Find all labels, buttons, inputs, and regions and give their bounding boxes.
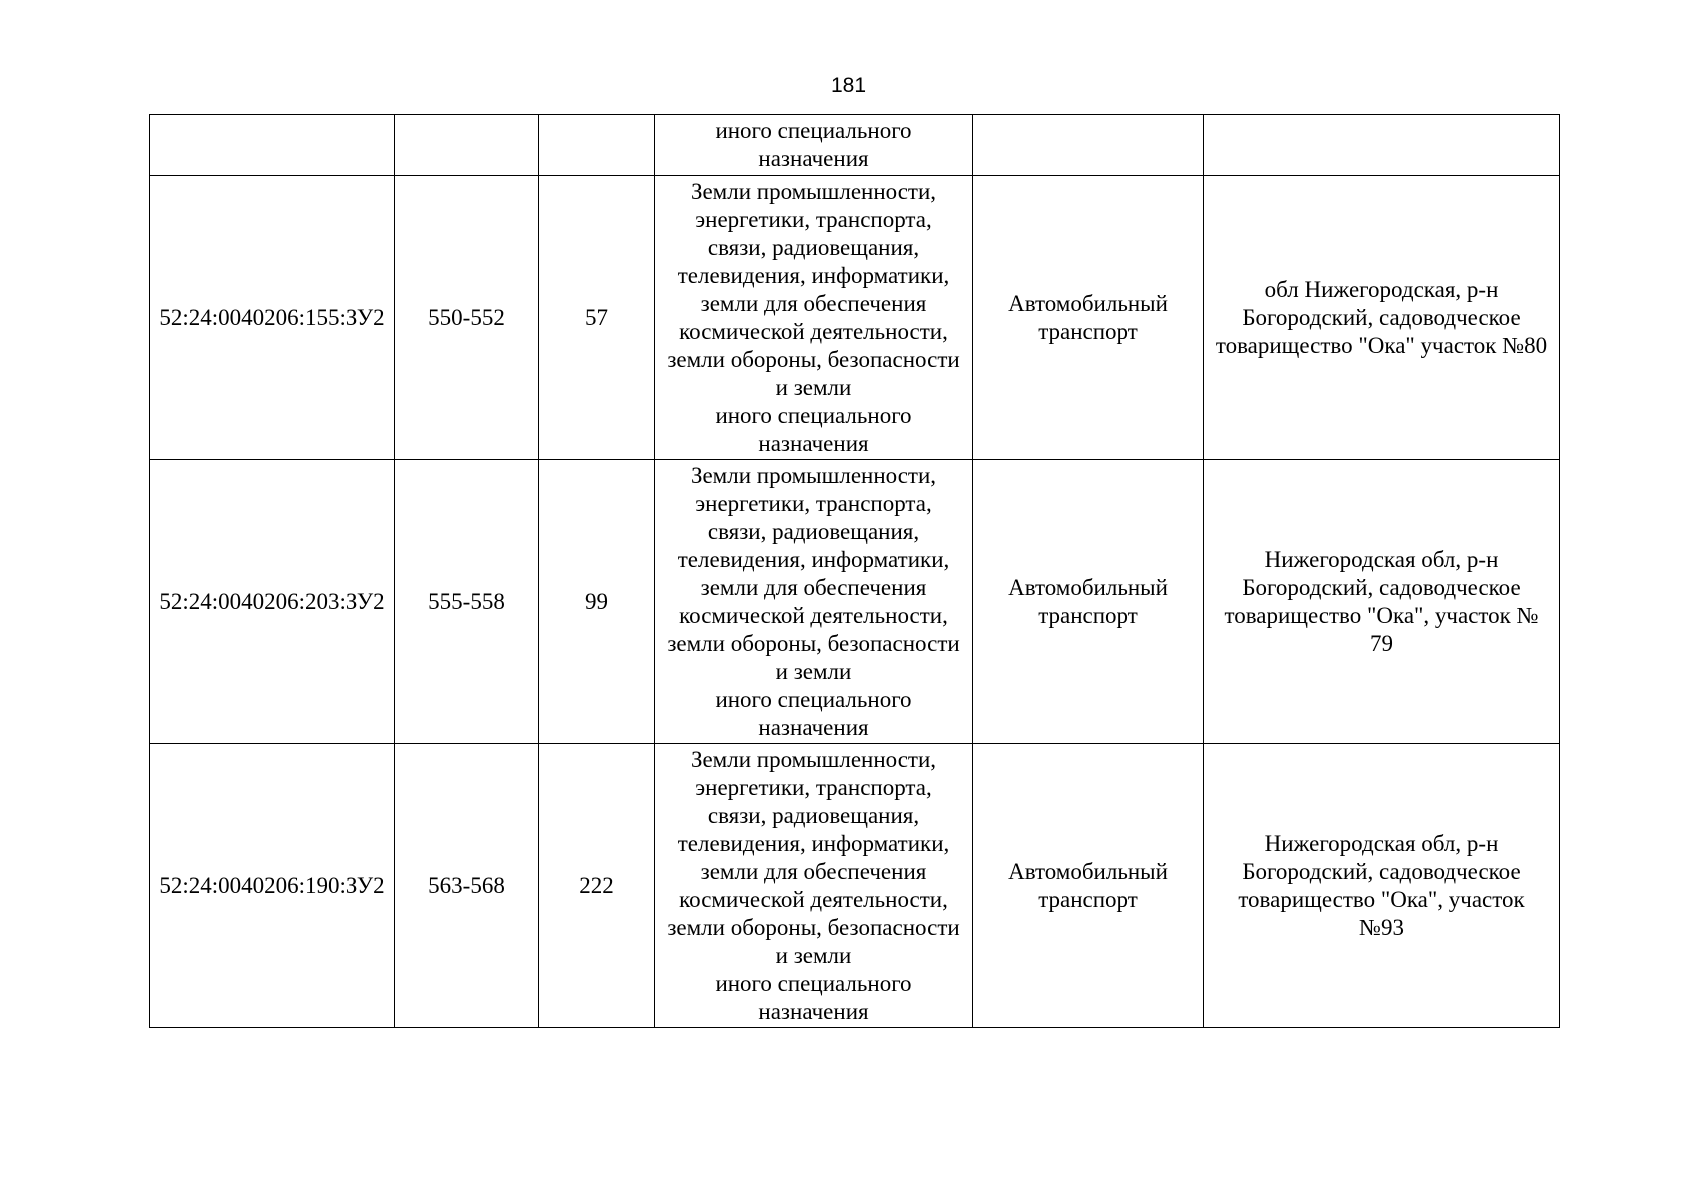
land-plots-table — [149, 114, 1560, 1028]
address-cell: Нижегородская обл, р-н Богородский, садоводческое товарищество "Ока", участок №93 — [1204, 744, 1560, 1028]
area-cell: 222 — [539, 744, 655, 1028]
land-category-cell: иного специального назначения — [655, 115, 973, 176]
address-cell: обл Нижегородская, р-н Богородский, садоводческое товарищество "Ока" участок №80 — [1204, 176, 1560, 460]
area-cell — [539, 115, 655, 176]
permitted-use-cell — [973, 115, 1204, 176]
permitted-use-cell: Автомобильный транспорт — [973, 176, 1204, 460]
land-category-cell: Земли промышленности, энергетики, транспорта, связи, радиовещания, телевидения, информатики, земли для обеспечения космической деятельности, земли обороны, безопасности и земли иного специального назначения — [655, 176, 973, 460]
land-category-cell: Земли промышленности, энергетики, транспорта, связи, радиовещания, телевидения, информатики, земли для обеспечения космической деятельности, земли обороны, безопасности и земли иного специального назначения — [655, 460, 973, 744]
page-number: 181 — [830, 74, 867, 97]
land-category-cell: Земли промышленности, энергетики, транспорта, связи, радиовещания, телевидения, информатики, земли для обеспечения космической деятельности, земли обороны, безопасности и земли иного специального назначения — [655, 744, 973, 1028]
table-row — [150, 744, 1560, 1028]
area-cell: 99 — [539, 460, 655, 744]
table-row — [150, 176, 1560, 460]
cadastral-number-cell: 52:24:0040206:155:ЗУ2 — [150, 176, 395, 460]
cadastral-number-cell: 52:24:0040206:190:ЗУ2 — [150, 744, 395, 1028]
points-range-cell: 550-552 — [395, 176, 539, 460]
points-range-cell: 555-558 — [395, 460, 539, 744]
points-range-cell: 563-568 — [395, 744, 539, 1028]
table-row — [150, 460, 1560, 744]
table-row-continuation — [150, 115, 1560, 176]
area-cell: 57 — [539, 176, 655, 460]
address-cell: Нижегородская обл, р-н Богородский, садоводческое товарищество "Ока", участок № 79 — [1204, 460, 1560, 744]
points-range-cell — [395, 115, 539, 176]
permitted-use-cell: Автомобильный транспорт — [973, 744, 1204, 1028]
cadastral-number-cell — [150, 115, 395, 176]
cadastral-number-cell: 52:24:0040206:203:ЗУ2 — [150, 460, 395, 744]
permitted-use-cell: Автомобильный транспорт — [973, 460, 1204, 744]
address-cell — [1204, 115, 1560, 176]
